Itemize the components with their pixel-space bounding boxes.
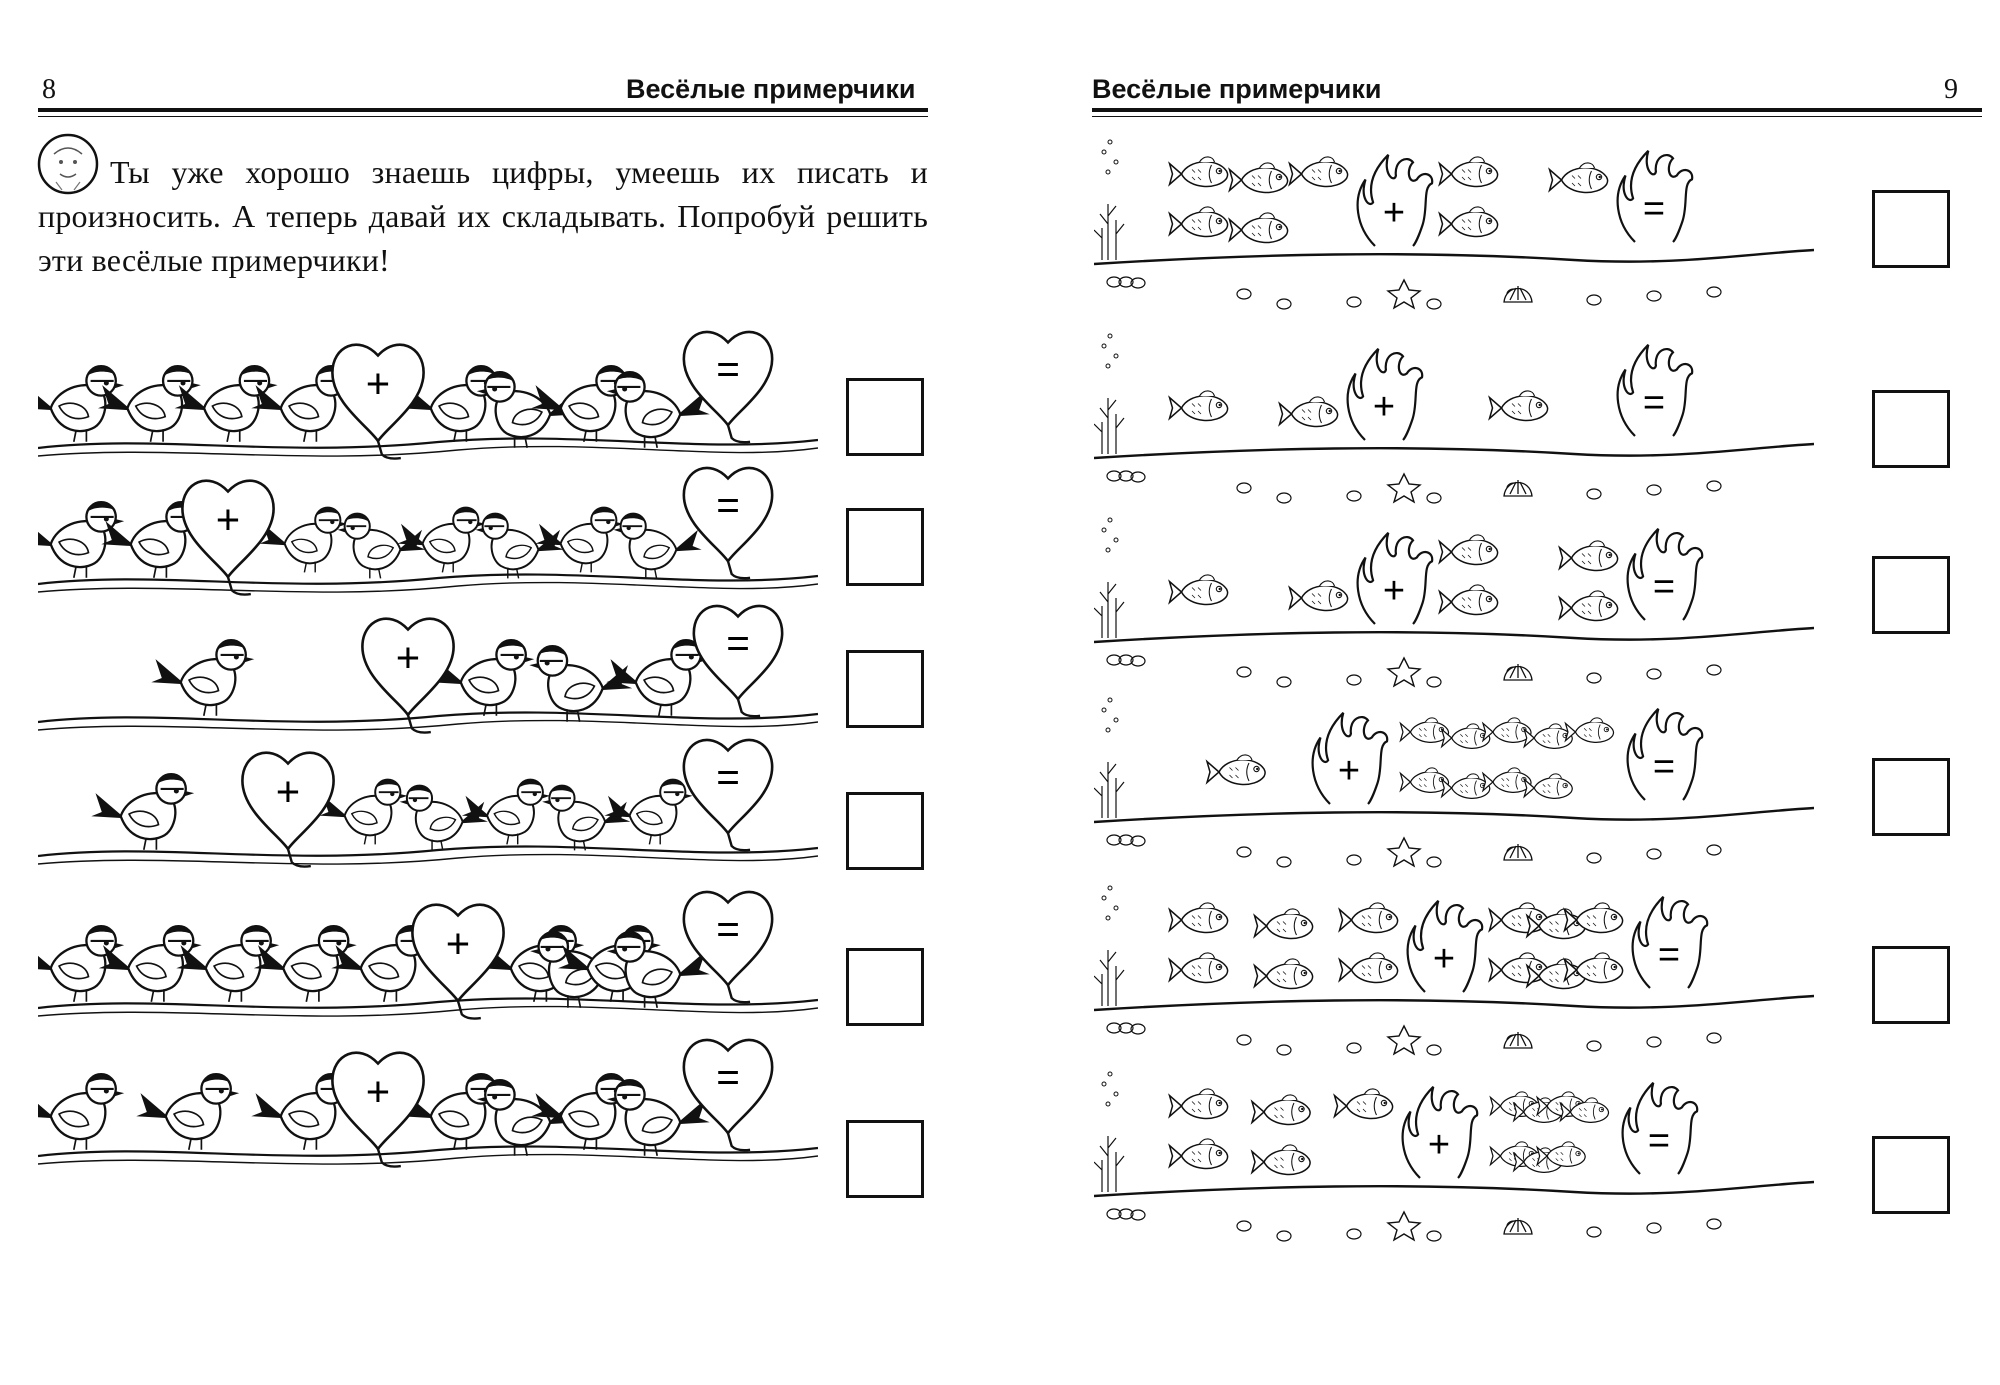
header-rule bbox=[38, 108, 928, 112]
bird bbox=[475, 513, 563, 578]
equals-seaweed bbox=[1618, 345, 1693, 436]
fish bbox=[1442, 774, 1490, 798]
bird bbox=[91, 774, 194, 850]
plus-leaf-sign: + bbox=[365, 1067, 391, 1115]
plus-seaweed bbox=[1348, 349, 1423, 440]
bird bbox=[542, 785, 630, 850]
shell-icon bbox=[1504, 1032, 1532, 1048]
equals-seaweed-sign: = bbox=[1642, 188, 1666, 231]
header-rule-thin bbox=[1092, 116, 1982, 117]
equals-leaf-sign: = bbox=[716, 1053, 740, 1100]
fish bbox=[1440, 157, 1498, 187]
coral-icon bbox=[1094, 762, 1124, 818]
equals-leaf bbox=[684, 740, 772, 850]
starfish-icon bbox=[1388, 838, 1420, 866]
header-rule bbox=[1092, 108, 1982, 112]
branch bbox=[38, 847, 818, 856]
equals-seaweed-sign: = bbox=[1642, 382, 1666, 425]
shell-icon bbox=[1504, 844, 1532, 860]
bird bbox=[151, 640, 254, 716]
fish bbox=[1170, 207, 1228, 237]
fish bbox=[1340, 953, 1398, 983]
bird bbox=[136, 1074, 239, 1150]
fish bbox=[1340, 903, 1398, 933]
bird bbox=[397, 507, 485, 572]
fish bbox=[1524, 774, 1572, 798]
fish bbox=[1440, 207, 1498, 237]
fish bbox=[1170, 903, 1228, 933]
sea-floor bbox=[1094, 808, 1814, 822]
equals-leaf bbox=[684, 332, 772, 442]
plus-seaweed bbox=[1403, 1087, 1478, 1178]
answer-box-3[interactable] bbox=[846, 650, 924, 728]
plus-seaweed-sign: + bbox=[1337, 750, 1361, 793]
fish-exercise-3 bbox=[1094, 510, 1814, 690]
starfish-icon bbox=[1388, 1026, 1420, 1054]
bird-exercise-6 bbox=[38, 1006, 818, 1196]
fish bbox=[1490, 953, 1548, 983]
fish bbox=[1290, 157, 1348, 187]
starfish-icon bbox=[1388, 474, 1420, 502]
page-title: Весёлые примерчики bbox=[626, 74, 916, 104]
fish-exercise-1 bbox=[1094, 132, 1814, 312]
equals-leaf-sign: = bbox=[726, 619, 750, 666]
equals-seaweed bbox=[1628, 529, 1703, 620]
plus-leaf-sign: + bbox=[445, 919, 471, 967]
fish bbox=[1550, 163, 1608, 193]
bird bbox=[462, 779, 550, 844]
plus-leaf bbox=[412, 905, 503, 1019]
plus-leaf-sign: + bbox=[215, 495, 241, 543]
bird bbox=[38, 1074, 124, 1150]
fish bbox=[1170, 157, 1228, 187]
answer-box-2[interactable] bbox=[846, 508, 924, 586]
sea-floor bbox=[1094, 250, 1814, 264]
page-number: 9 bbox=[1944, 74, 1958, 105]
sea-floor bbox=[1094, 444, 1814, 458]
coral-icon bbox=[1094, 398, 1124, 454]
plus-leaf-sign: + bbox=[365, 359, 391, 407]
bird bbox=[337, 513, 425, 578]
equals-seaweed-sign: = bbox=[1652, 746, 1676, 789]
plus-seaweed-sign: + bbox=[1427, 1124, 1451, 1167]
plus-seaweed bbox=[1358, 155, 1433, 246]
answer-box-6[interactable] bbox=[846, 1120, 924, 1198]
fish bbox=[1440, 535, 1498, 565]
plus-leaf bbox=[242, 753, 333, 867]
answer-box-4[interactable] bbox=[1872, 758, 1950, 836]
fish bbox=[1440, 585, 1498, 615]
bird bbox=[535, 507, 623, 572]
fish bbox=[1560, 541, 1618, 571]
equals-leaf-sign: = bbox=[716, 345, 740, 392]
plus-seaweed bbox=[1408, 901, 1483, 992]
fish bbox=[1490, 391, 1548, 421]
fish bbox=[1252, 1095, 1310, 1125]
fish-exercise-4 bbox=[1094, 690, 1814, 870]
plus-seaweed bbox=[1313, 713, 1388, 804]
plus-leaf bbox=[182, 481, 273, 595]
fish bbox=[1524, 724, 1572, 748]
plus-leaf-sign: + bbox=[275, 767, 301, 815]
fish bbox=[1230, 213, 1288, 243]
equals-seaweed-sign: = bbox=[1657, 934, 1681, 977]
plus-leaf bbox=[332, 1053, 423, 1167]
starfish-icon bbox=[1388, 1212, 1420, 1240]
fish-exercise-5 bbox=[1094, 878, 1814, 1058]
fish bbox=[1230, 163, 1288, 193]
bird bbox=[604, 779, 692, 844]
bird bbox=[529, 646, 632, 722]
starfish-icon bbox=[1388, 658, 1420, 686]
coral-icon bbox=[1094, 1136, 1124, 1192]
equals-leaf bbox=[684, 892, 772, 1002]
answer-box-6[interactable] bbox=[1872, 1136, 1950, 1214]
shell-icon bbox=[1504, 286, 1532, 302]
fish bbox=[1490, 903, 1548, 933]
equals-leaf bbox=[684, 468, 772, 578]
equals-leaf bbox=[684, 1040, 772, 1150]
shell-icon bbox=[1504, 480, 1532, 496]
fish bbox=[1170, 391, 1228, 421]
fish bbox=[1280, 397, 1338, 427]
equals-leaf-sign: = bbox=[716, 753, 740, 800]
bird bbox=[606, 640, 709, 716]
equals-leaf-sign: = bbox=[716, 905, 740, 952]
bird bbox=[400, 785, 488, 850]
answer-box-1[interactable] bbox=[1872, 190, 1950, 268]
equals-seaweed bbox=[1633, 897, 1708, 988]
right-page bbox=[1000, 0, 2000, 1385]
fish bbox=[1170, 953, 1228, 983]
starfish-icon bbox=[1388, 280, 1420, 308]
answer-box-5[interactable] bbox=[846, 948, 924, 1026]
equals-seaweed-sign: = bbox=[1647, 1120, 1671, 1163]
sea-floor bbox=[1094, 1182, 1814, 1196]
sea-floor bbox=[1094, 628, 1814, 642]
equals-leaf bbox=[694, 606, 782, 716]
equals-seaweed bbox=[1623, 1083, 1698, 1174]
equals-leaf-sign: = bbox=[716, 481, 740, 528]
answer-box-2[interactable] bbox=[1872, 390, 1950, 468]
answer-box-1[interactable] bbox=[846, 378, 924, 456]
fish bbox=[1207, 755, 1265, 785]
fish bbox=[1252, 1145, 1310, 1175]
page-number: 8 bbox=[42, 74, 56, 105]
fish bbox=[1442, 724, 1490, 748]
shell-icon bbox=[1504, 1218, 1532, 1234]
bird bbox=[38, 502, 124, 578]
bird bbox=[613, 513, 701, 578]
fish bbox=[1255, 909, 1313, 939]
plus-seaweed-sign: + bbox=[1382, 192, 1406, 235]
plus-seaweed-sign: + bbox=[1372, 386, 1396, 429]
shell-icon bbox=[1504, 664, 1532, 680]
branch bbox=[38, 1147, 818, 1156]
plus-seaweed-sign: + bbox=[1432, 938, 1456, 981]
fish bbox=[1170, 1139, 1228, 1169]
equals-seaweed bbox=[1618, 151, 1693, 242]
fish bbox=[1560, 591, 1618, 621]
fish bbox=[1170, 575, 1228, 605]
coral-icon bbox=[1094, 950, 1124, 1006]
coral-icon bbox=[1094, 582, 1124, 638]
fish bbox=[1170, 1089, 1228, 1119]
sea-floor bbox=[1094, 996, 1814, 1010]
fish bbox=[1255, 959, 1313, 989]
answer-box-4[interactable] bbox=[846, 792, 924, 870]
plus-seaweed-sign: + bbox=[1382, 570, 1406, 613]
fish bbox=[1335, 1089, 1393, 1119]
plus-seaweed bbox=[1358, 533, 1433, 624]
coral-icon bbox=[1094, 204, 1124, 260]
answer-box-3[interactable] bbox=[1872, 556, 1950, 634]
equals-seaweed bbox=[1628, 709, 1703, 800]
page-title: Весёлые примерчики bbox=[1092, 74, 1382, 104]
fish bbox=[1290, 581, 1348, 611]
header-rule-thin bbox=[38, 116, 928, 117]
answer-box-5[interactable] bbox=[1872, 946, 1950, 1024]
intro-text: Ты уже хорошо знаешь цифры, умеешь их писать и произносить. А теперь давай их складывать. Попробуй решить эти весёлые примерчики! bbox=[38, 154, 928, 278]
equals-seaweed-sign: = bbox=[1652, 566, 1676, 609]
fish-exercise-6 bbox=[1094, 1064, 1814, 1244]
fish-exercise-2 bbox=[1094, 326, 1814, 506]
plus-leaf-sign: + bbox=[395, 633, 421, 681]
